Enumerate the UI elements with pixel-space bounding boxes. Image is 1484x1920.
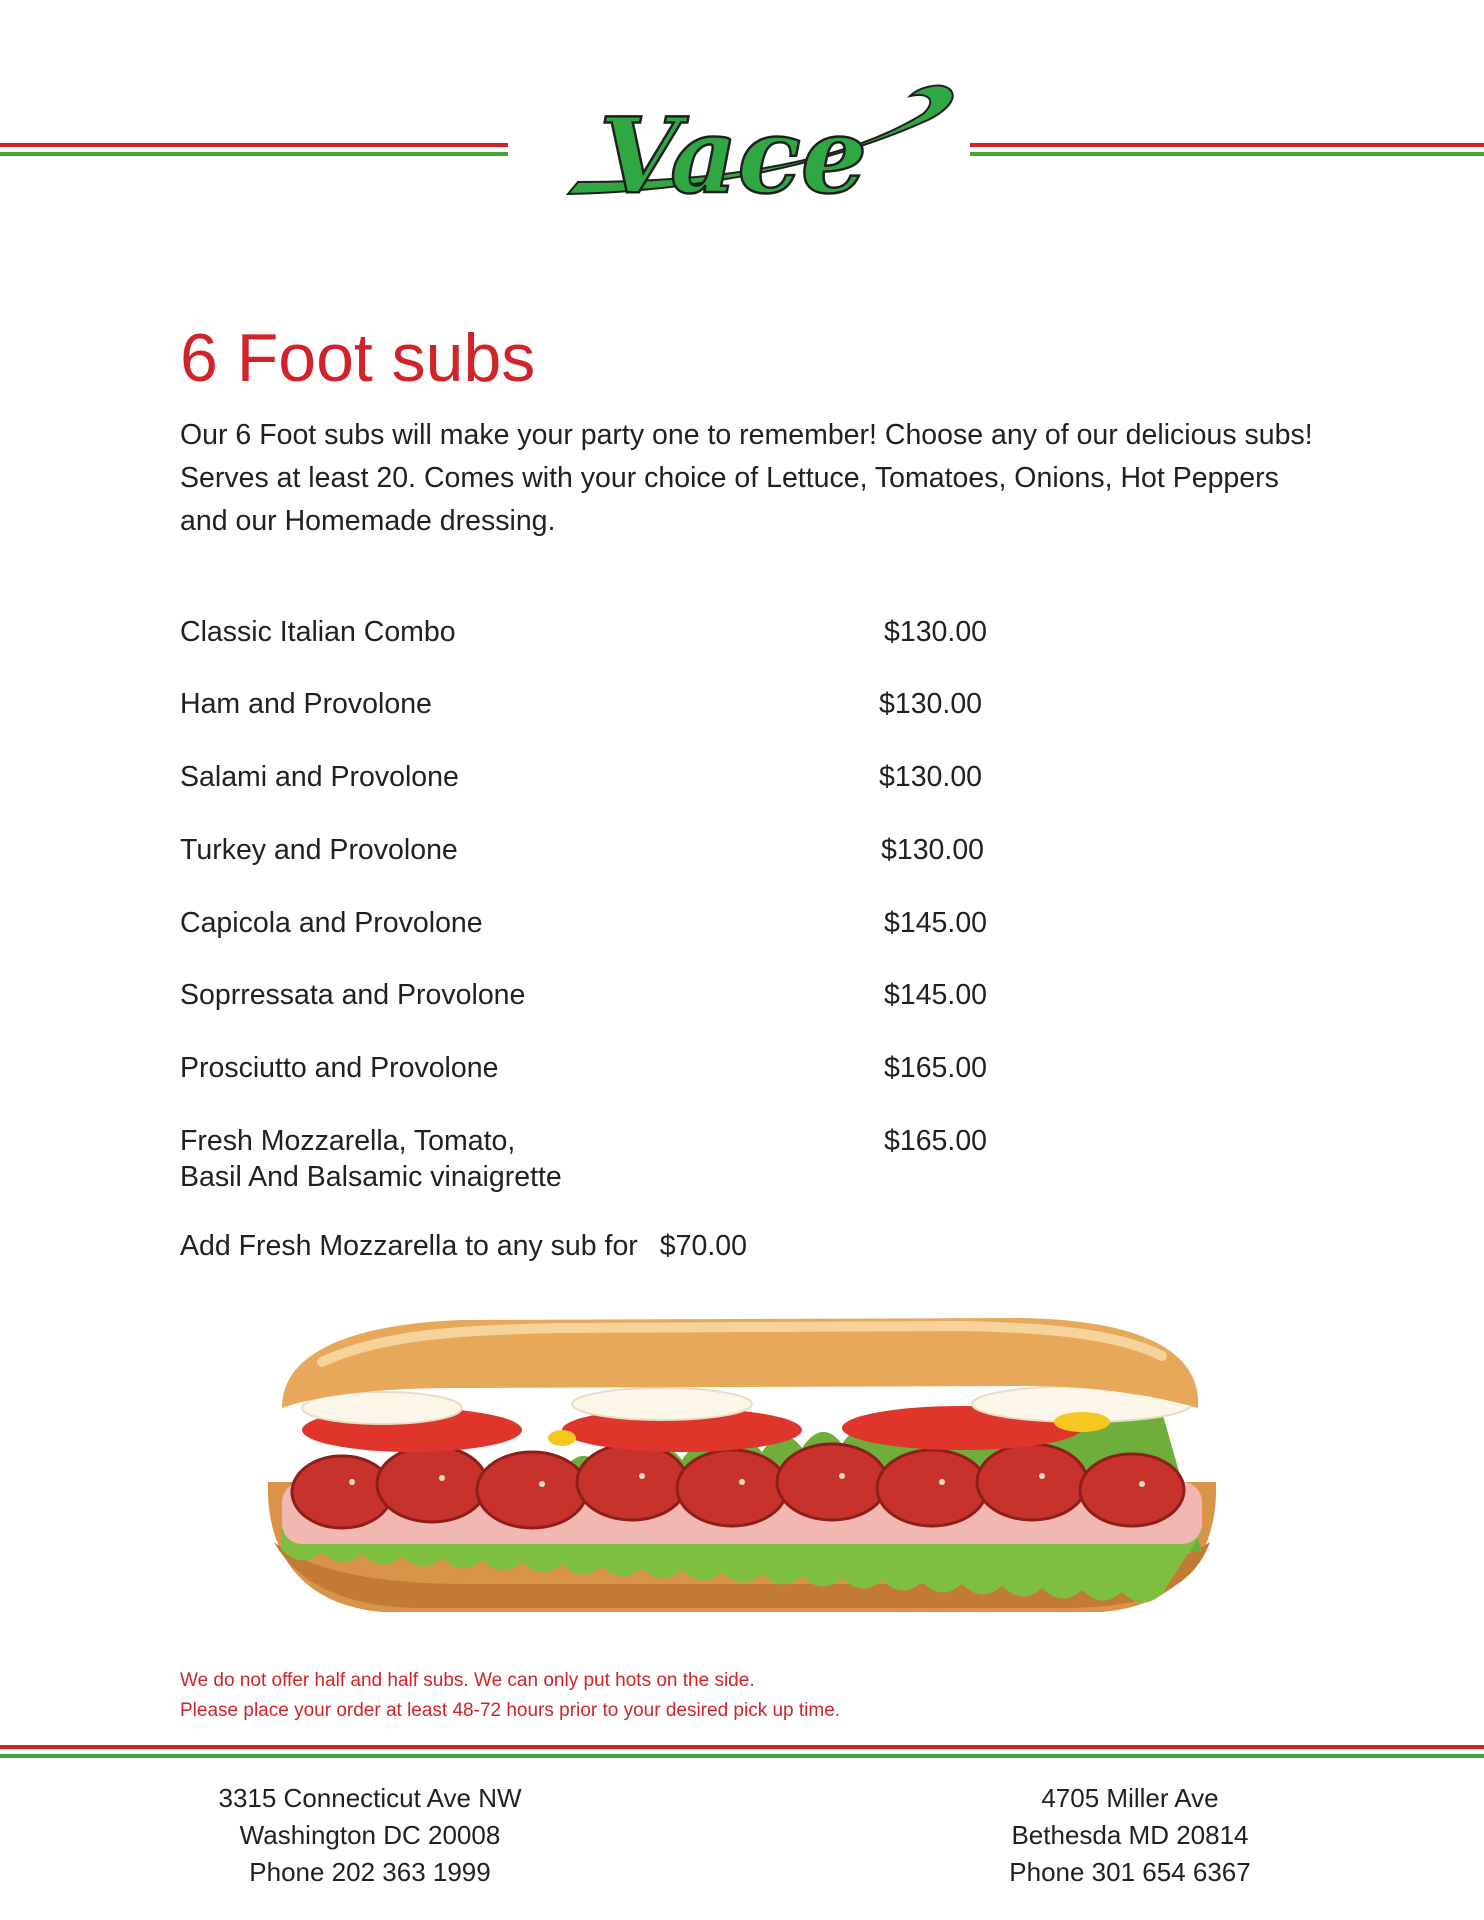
page-title: 6 Foot subs: [180, 320, 536, 396]
location-washington: [200, 1780, 540, 1891]
menu-item-price: $130.00: [879, 688, 983, 720]
note-line: Please place your order at least 48-72 hours prior to your desired pick up time.: [180, 1700, 841, 1721]
menu-item-name: Prosciutto and Provolone: [180, 1052, 499, 1084]
sandwich-image: [262, 1312, 1222, 1627]
addon-line: [180, 1228, 747, 1264]
intro-line: Our 6 Foot subs will make your party one to remember! Choose any of our delicious subs!: [180, 419, 1313, 451]
vace-logo: [508, 74, 970, 224]
intro-line: Serves at least 20. Comes with your choice of Lettuce, Tomatoes, Onions, Hot Peppers: [180, 462, 1279, 494]
intro-text: [180, 414, 1380, 543]
menu-item-price: $145.00: [884, 979, 988, 1011]
addon-label: Add Fresh Mozzarella to any sub for: [180, 1230, 638, 1262]
menu-item-price: $130.00: [884, 616, 988, 648]
menu-item-name: Capicola and Provolone: [180, 907, 483, 939]
menu-item-price: $165.00: [884, 1052, 988, 1084]
intro-line: and our Homemade dressing.: [180, 505, 556, 537]
menu-item-name: Fresh Mozzarella, Tomato,: [180, 1125, 516, 1157]
location-city: Washington DC 20008: [239, 1820, 501, 1850]
menu-item-name: Classic Italian Combo: [180, 616, 456, 648]
menu-item-name: Turkey and Provolone: [180, 834, 458, 866]
note-line: We do not offer half and half subs. We can only put hots on the side.: [180, 1670, 755, 1691]
location-street: 3315 Connecticut Ave NW: [218, 1783, 522, 1813]
menu-item-name: Salami and Provolone: [180, 761, 459, 793]
location-bethesda: [960, 1780, 1300, 1891]
location-phone: Phone 301 654 6367: [1009, 1857, 1251, 1887]
order-notes: [180, 1666, 840, 1726]
location-city: Bethesda MD 20814: [1011, 1820, 1249, 1850]
menu-item-price: $130.00: [881, 834, 985, 866]
bottom-red-stripe: [0, 1745, 1484, 1749]
menu-item-price: $130.00: [879, 761, 983, 793]
addon-price: $70.00: [659, 1230, 747, 1262]
menu-item-price: $165.00: [884, 1125, 988, 1157]
menu-item-name-line2: Basil And Balsamic vinaigrette: [180, 1161, 562, 1193]
bottom-green-stripe: [0, 1754, 1484, 1758]
menu-item-price: $145.00: [884, 907, 988, 939]
location-street: 4705 Miller Ave: [1041, 1783, 1219, 1813]
logo-text: Vace: [598, 94, 868, 217]
location-phone: Phone 202 363 1999: [249, 1857, 491, 1887]
menu-item-name: Soprressata and Provolone: [180, 979, 526, 1011]
menu-item-name: Ham and Provolone: [180, 688, 432, 720]
